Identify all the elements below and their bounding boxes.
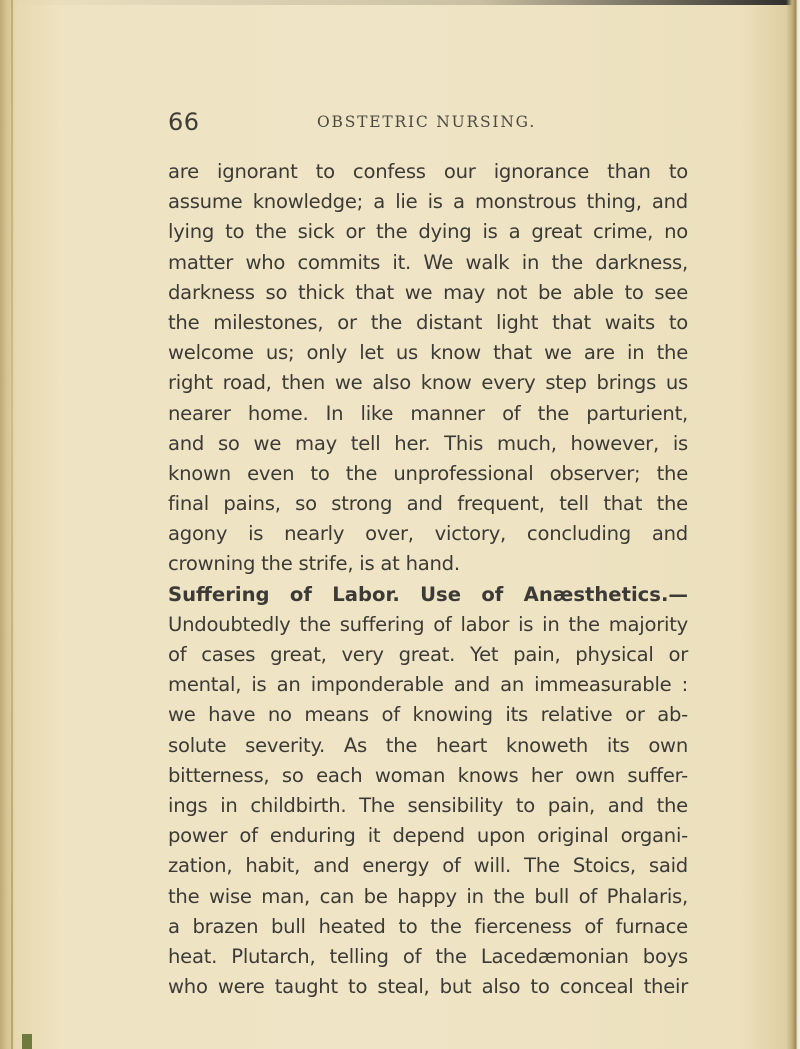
text-line: ings in childbirth. The sensibility to pain, and the bbox=[168, 793, 688, 817]
text-line: bitterness, so each woman knows her own suffer- bbox=[168, 763, 688, 787]
text-line: matter who commits it. We walk in the darkness, bbox=[168, 250, 688, 274]
bottom-edge-mark bbox=[22, 1034, 32, 1049]
text-line: solute severity. As the heart knoweth its own bbox=[168, 733, 688, 757]
text-line: who were taught to steal, but also to conceal their bbox=[168, 975, 688, 999]
page-number: 66 bbox=[168, 108, 200, 136]
text-line: a brazen bull heated to the fierceness of furnace bbox=[168, 914, 688, 938]
text-line: right road, then we also know every step brings us bbox=[168, 371, 688, 395]
text-line: are ignorant to confess our ignorance than to bbox=[168, 160, 688, 183]
text-line: Undoubtedly the suffering of labor is in the majority bbox=[168, 612, 688, 636]
text-line: lying to the sick or the dying is a great crime, no bbox=[168, 220, 688, 244]
text-line: agony is nearly over, victory, concluding and bbox=[168, 522, 688, 546]
text-line: mental, is an imponderable and an immeasurable : bbox=[168, 673, 688, 697]
text-line: of cases great, very great. Yet pain, physical or bbox=[168, 643, 688, 666]
binding-line bbox=[11, 0, 13, 1049]
text-line: power of enduring it depend upon original organi- bbox=[168, 824, 688, 848]
text-line: assume knowledge; a lie is a monstrous thing, and bbox=[168, 190, 688, 214]
text-line: darkness so thick that we may not be able to see bbox=[168, 280, 688, 304]
text-line: zation, habit, and energy of will. The Stoics, said bbox=[168, 854, 688, 878]
top-page-edge bbox=[0, 0, 800, 5]
text-line: crowning the strife, is at hand. bbox=[168, 552, 460, 576]
text-line: nearer home. In like manner of the parturient, bbox=[168, 401, 688, 425]
text-line: heat. Plutarch, telling of the Lacedæmonian boys bbox=[168, 944, 688, 968]
text-line: the milestones, or the distant light that waits to bbox=[168, 310, 688, 334]
right-page-edge bbox=[786, 0, 800, 1049]
text-line: the wise man, can be happy in the bull of Phalaris, bbox=[168, 884, 688, 908]
text-line: welcome us; only let us know that we are in the bbox=[168, 341, 688, 365]
body-text bbox=[168, 157, 688, 1002]
page-header bbox=[168, 108, 688, 138]
text-line: we have no means of knowing its relative or ab- bbox=[168, 703, 688, 727]
section-heading: Suffering of Labor. Use of Anæsthetics.— bbox=[168, 582, 688, 606]
text-line: known even to the unprofessional observer; the bbox=[168, 461, 688, 485]
text-line: and so we may tell her. This much, however, is bbox=[168, 431, 688, 455]
running-head: OBSTETRIC NURSING. bbox=[317, 113, 537, 131]
text-line: final pains, so strong and frequent, tell that the bbox=[168, 492, 688, 516]
